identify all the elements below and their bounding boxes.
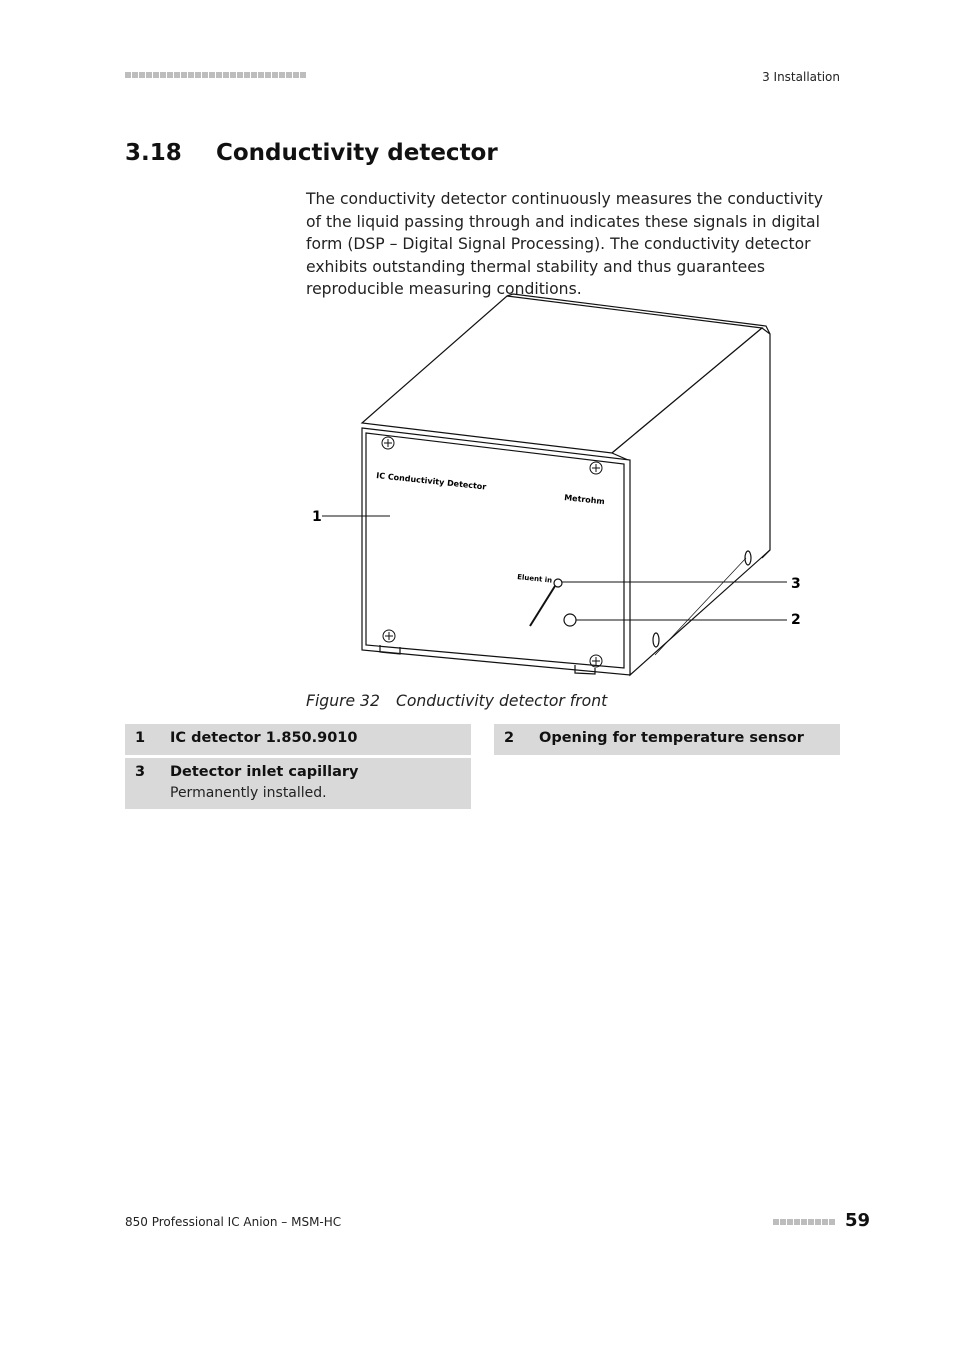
legend-description: Permanently installed. (170, 785, 327, 801)
figure-caption (306, 692, 607, 710)
footer-decoration (773, 1219, 835, 1225)
decor-square (237, 72, 243, 78)
callout-1: 1 (312, 509, 322, 525)
decor-square (251, 72, 257, 78)
decor-square (265, 72, 271, 78)
brand-label: Metrohm (563, 493, 606, 507)
decor-square (174, 72, 180, 78)
legend-number: 2 (504, 730, 515, 746)
decor-square (230, 72, 236, 78)
legend-number: 3 (135, 764, 146, 780)
decor-square (167, 72, 173, 78)
decor-square (258, 72, 264, 78)
header-decoration (125, 72, 306, 78)
intro-paragraph: The conductivity detector continuously measures the conductivity of the liquid passing through and indicates these signals in digital form (DSP – Digital Signal Processing). The conductivity detector exhibits outstanding thermal stability and thus guarantees reproducible measuring conditions. (306, 190, 824, 298)
footer-product: 850 Professional IC Anion – MSM-HC (125, 1215, 342, 1229)
decor-square (272, 72, 278, 78)
decor-square (286, 72, 292, 78)
decor-square (132, 72, 138, 78)
callout-3: 3 (791, 576, 801, 592)
decor-square (815, 1219, 821, 1225)
detector-illustration (300, 290, 820, 685)
section-number: 3.18 (125, 140, 182, 166)
legend-number: 1 (135, 730, 146, 746)
decor-square (125, 72, 131, 78)
figure-caption-text: Conductivity detector front (396, 692, 608, 710)
figure-label: Figure 32 (306, 692, 380, 710)
decor-square (181, 72, 187, 78)
decor-square (223, 72, 229, 78)
decor-square (188, 72, 194, 78)
decor-square (780, 1219, 786, 1225)
decor-square (202, 72, 208, 78)
decor-square (153, 72, 159, 78)
device-label: IC Conductivity Detector (375, 471, 487, 492)
legend-title: Detector inlet capillary (170, 764, 359, 780)
decor-square (787, 1219, 793, 1225)
inlet-label: Eluent in (516, 573, 553, 585)
callout-2: 2 (791, 612, 801, 628)
decor-square (209, 72, 215, 78)
decor-square (808, 1219, 814, 1225)
legend-title: IC detector 1.850.9010 (170, 730, 358, 746)
decor-square (822, 1219, 828, 1225)
decor-square (794, 1219, 800, 1225)
decor-square (801, 1219, 807, 1225)
legend-item (494, 724, 840, 755)
decor-square (300, 72, 306, 78)
legend-item (125, 758, 471, 809)
decor-square (195, 72, 201, 78)
decor-square (279, 72, 285, 78)
decor-square (139, 72, 145, 78)
legend-title: Opening for temperature sensor (539, 730, 804, 746)
page-number: 59 (845, 1210, 871, 1231)
header-section: 3 Installation (762, 70, 840, 84)
legend-item (125, 724, 471, 755)
decor-square (160, 72, 166, 78)
decor-square (216, 72, 222, 78)
decor-square (146, 72, 152, 78)
section-heading (125, 140, 498, 166)
decor-square (293, 72, 299, 78)
decor-square (773, 1219, 779, 1225)
section-title: Conductivity detector (216, 140, 498, 166)
decor-square (244, 72, 250, 78)
decor-square (829, 1219, 835, 1225)
